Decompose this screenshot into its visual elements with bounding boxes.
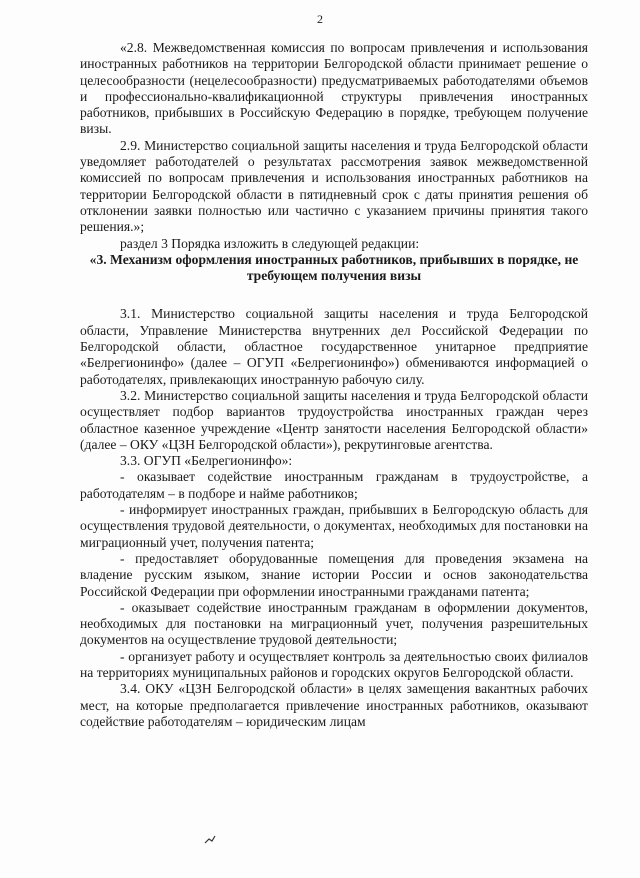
paragraph-3-1: 3.1. Министерство социальной защиты населения и труда Белгородской области, Управление Министерства внутренних дел Российской Федерации по Белгородской области, областное государственное унитарное предприятие «Белрегионинфо» (далее – ОГУП «Белрегионинфо») обмениваются информацией о работодателях, привлекающих иностранную рабочую силу. [80,306,588,387]
ink-mark-icon [203,833,217,845]
list-item: - оказывает содействие иностранным гражданам в оформлении документов, необходимых для постановки на миграционный учет, получения разрешительных документов на осуществление трудовой деятельности; [80,599,588,648]
document-body [80,40,588,730]
paragraph-2-9: 2.9. Министерство социальной защиты населения и труда Белгородской области уведомляет работодателей о результатах рассмотрения заявок межведомственной комиссией по вопросам привлечения и использования иностранных работников на территории Белгородской области в пятидневный срок с даты принятия решения об отклонении заявки полностью или частично с указанием причины принятия такого решения.»; [80,137,588,235]
paragraph-3-2: 3.2. Министерство социальной защиты населения и труда Белгородской области осуществляет подбор вариантов трудоустройства иностранных граждан через областное казенное учреждение «Центр занятости населения Белгородской области» (далее – ОКУ «ЦЗН Белгородской области»), рекрутинговые агентства. [80,387,588,452]
list-item: - оказывает содействие иностранным гражданам в трудоустройстве, а работодателям – в подборе и найме работников; [80,469,588,501]
section-3-title: «3. Механизм оформления иностранных работников, прибывших в порядке, не требующем получения визы [89,251,579,284]
paragraph-3-4: 3.4. ОКУ «ЦЗН Белгородской области» в целях замещения вакантных рабочих мест, на которые предполагается привлечение иностранных работников, оказывают содействие работодателям – юридическим лицам [80,681,588,729]
list-item: - организует работу и осуществляет контроль за деятельностью своих филиалов на территориях муниципальных районов и городских округов Белгородской области. [80,648,588,680]
paragraph-2-8: «2.8. Межведомственная комиссия по вопросам привлечения и использования иностранных работников на территории Белгородской области принимает решение о целесообразности (нецелесообразности) предусматриваемых работодателями объемов и профессионально-квалификационной структуры привлечения иностранных работников, прибывших в Российскую Федерацию в порядке, требующем получение визы. [80,40,588,137]
paragraph-amendment-intro: раздел 3 Порядка изложить в следующей редакции: [120,235,420,251]
paragraph-3-3: 3.3. ОГУП «Белрегионинфо»: [120,453,293,469]
list-item: - информирует иностранных граждан, прибывших в Белгородскую область для осуществления трудовой деятельности, о документах, необходимых для постановки на миграционный учет, получения патента; [80,502,588,550]
page-number: 2 [317,12,323,26]
list-item: - предоставляет оборудованные помещения для проведения экзамена на владение русским языком, знание истории России и основ законодательства Российской Федерации при оформлении иностранными гражданами патента; [80,550,588,599]
